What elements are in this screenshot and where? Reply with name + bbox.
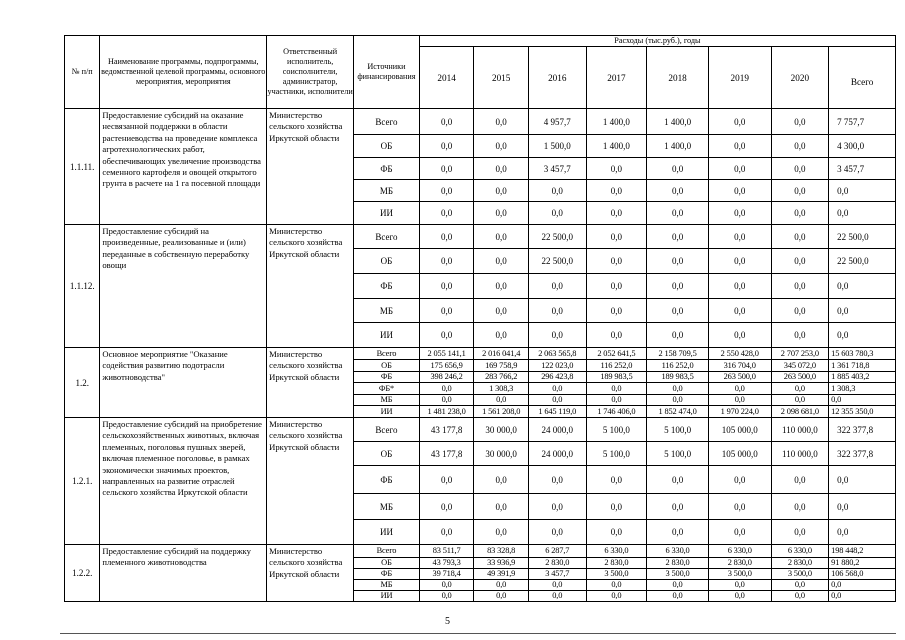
year-value-cell: 0,0: [586, 591, 647, 602]
year-value-cell: 283 766,2: [474, 372, 529, 383]
year-value-cell: 2 098 681,0: [771, 406, 829, 418]
year-value-cell: 0,0: [474, 249, 529, 274]
row-number: 1.2.: [65, 348, 100, 418]
measure-description: Предоставление субсидий на произведенные, реализованные и (или) переданные в собственную переработку овощи: [100, 225, 267, 348]
year-value-cell: 30 000,0: [474, 418, 529, 442]
year-value-cell: 0,0: [647, 466, 709, 494]
total-value-cell: 12 355 350,0: [829, 406, 896, 418]
year-value-cell: 2 158 709,5: [647, 348, 709, 360]
year-value-cell: 0,0: [419, 494, 474, 520]
year-value-cell: 0,0: [708, 520, 771, 545]
year-value-cell: 0,0: [586, 494, 647, 520]
year-value-cell: 0,0: [586, 383, 647, 395]
year-value-cell: 2 830,0: [771, 558, 829, 569]
year-value-cell: 0,0: [647, 202, 709, 225]
year-value-cell: 0,0: [647, 158, 709, 180]
funding-source: Всего: [354, 545, 420, 558]
row-number: 1.2.1.: [65, 418, 100, 545]
year-value-cell: 0,0: [708, 225, 771, 249]
year-value-cell: 175 656,9: [419, 360, 474, 372]
year-value-cell: 122 023,0: [528, 360, 586, 372]
year-value-cell: 0,0: [708, 180, 771, 202]
year-value-cell: 105 000,0: [708, 442, 771, 466]
year-value-cell: 0,0: [647, 225, 709, 249]
year-value-cell: 0,0: [708, 383, 771, 395]
year-value-cell: 0,0: [771, 225, 829, 249]
year-value-cell: 1 400,0: [586, 109, 647, 135]
funding-source: ФБ: [354, 569, 420, 580]
funding-source: ФБ: [354, 466, 420, 494]
year-value-cell: 6 330,0: [647, 545, 709, 558]
year-value-cell: 0,0: [474, 591, 529, 602]
total-value-cell: 22 500,0: [829, 225, 896, 249]
year-value-cell: 0,0: [586, 466, 647, 494]
year-value-cell: 2 707 253,0: [771, 348, 829, 360]
page-number: 5: [445, 616, 450, 627]
year-value-cell: 1 500,0: [528, 135, 586, 158]
year-value-cell: 0,0: [474, 109, 529, 135]
year-value-cell: 0,0: [708, 202, 771, 225]
total-value-cell: 322 377,8: [829, 418, 896, 442]
year-value-cell: 1 852 474,0: [647, 406, 709, 418]
year-value-cell: 1 308,3: [474, 383, 529, 395]
year-value-cell: 0,0: [474, 466, 529, 494]
year-value-cell: 110 000,0: [771, 418, 829, 442]
year-value-cell: 1 561 208,0: [474, 406, 529, 418]
year-value-cell: 0,0: [474, 520, 529, 545]
year-value-cell: 398 246,2: [419, 372, 474, 383]
year-value-cell: 0,0: [647, 383, 709, 395]
year-value-cell: 0,0: [771, 299, 829, 323]
year-value-cell: 0,0: [708, 395, 771, 406]
year-value-cell: 0,0: [474, 299, 529, 323]
year-value-cell: 0,0: [419, 323, 474, 348]
responsible-executor: Министерство сельского хозяйства Иркутской области: [267, 418, 354, 545]
year-value-cell: 6 330,0: [708, 545, 771, 558]
year-value-cell: 22 500,0: [528, 225, 586, 249]
year-value-cell: 0,0: [771, 109, 829, 135]
funding-source: МБ: [354, 494, 420, 520]
year-value-cell: 2 016 041,4: [474, 348, 529, 360]
year-value-cell: 0,0: [771, 580, 829, 591]
col-header-year: 2020: [771, 47, 829, 109]
col-header-sources: Источники финансирования: [354, 36, 420, 109]
total-value-cell: 0,0: [829, 323, 896, 348]
year-value-cell: 0,0: [474, 202, 529, 225]
year-value-cell: 0,0: [771, 591, 829, 602]
total-value-cell: 3 457,7: [829, 158, 896, 180]
row-number: 1.1.12.: [65, 225, 100, 348]
year-value-cell: 0,0: [647, 520, 709, 545]
year-value-cell: 0,0: [708, 274, 771, 299]
year-value-cell: 0,0: [647, 299, 709, 323]
measure-description: Основное мероприятие "Оказание содействия развитию подотрасли животноводства": [100, 348, 267, 418]
year-value-cell: 3 500,0: [586, 569, 647, 580]
total-value-cell: 0,0: [829, 591, 896, 602]
year-value-cell: 0,0: [528, 520, 586, 545]
year-value-cell: 0,0: [586, 323, 647, 348]
year-value-cell: 169 758,9: [474, 360, 529, 372]
year-value-cell: 0,0: [474, 580, 529, 591]
total-value-cell: 0,0: [829, 494, 896, 520]
table-row: [65, 225, 896, 249]
year-value-cell: 0,0: [647, 395, 709, 406]
year-value-cell: 5 100,0: [586, 442, 647, 466]
col-header-total: Всего: [829, 47, 896, 109]
col-header-name: Наименование программы, подпрограммы, ведомственной целевой программы, основного мероприятия, мероприятия: [100, 36, 267, 109]
year-value-cell: 0,0: [419, 249, 474, 274]
year-value-cell: 0,0: [419, 383, 474, 395]
total-value-cell: 0,0: [829, 580, 896, 591]
year-value-cell: 0,0: [586, 520, 647, 545]
year-value-cell: 0,0: [708, 158, 771, 180]
year-value-cell: 1 970 224,0: [708, 406, 771, 418]
year-value-cell: 3 457,7: [528, 158, 586, 180]
year-value-cell: 2 063 565,8: [528, 348, 586, 360]
year-value-cell: 3 457,7: [528, 569, 586, 580]
year-value-cell: 0,0: [771, 158, 829, 180]
year-value-cell: 2 830,0: [528, 558, 586, 569]
year-value-cell: 0,0: [647, 591, 709, 602]
total-value-cell: 106 568,0: [829, 569, 896, 580]
year-value-cell: 0,0: [708, 323, 771, 348]
year-value-cell: 2 550 428,0: [708, 348, 771, 360]
year-value-cell: 4 957,7: [528, 109, 586, 135]
col-header-responsible: Ответственный исполнитель, соисполнители, администратор, участники, исполнители: [267, 36, 354, 109]
year-value-cell: 116 252,0: [586, 360, 647, 372]
year-value-cell: 1 400,0: [586, 135, 647, 158]
year-value-cell: 1 746 406,0: [586, 406, 647, 418]
year-value-cell: 0,0: [474, 135, 529, 158]
total-value-cell: 7 757,7: [829, 109, 896, 135]
budget-table: [64, 35, 896, 602]
year-value-cell: 6 330,0: [771, 545, 829, 558]
year-value-cell: 0,0: [419, 520, 474, 545]
col-header-year: 2015: [474, 47, 529, 109]
measure-description: Предоставление субсидий на приобретение сельскохозяйственных животных, включая племенных, поголовья пушных зверей, включая племенное поголовье, в рамках экономически значимых проектов, направленных на развитие отраслей сельского хозяйства Иркутской области: [100, 418, 267, 545]
year-value-cell: 0,0: [771, 520, 829, 545]
year-value-cell: 2 055 141,1: [419, 348, 474, 360]
year-value-cell: 263 500,0: [708, 372, 771, 383]
funding-source: ИИ: [354, 520, 420, 545]
funding-source: Всего: [354, 109, 420, 135]
year-value-cell: 0,0: [647, 494, 709, 520]
year-value-cell: 33 936,9: [474, 558, 529, 569]
year-value-cell: 0,0: [528, 383, 586, 395]
total-value-cell: 198 448,2: [829, 545, 896, 558]
funding-source: Всего: [354, 418, 420, 442]
year-value-cell: 0,0: [528, 591, 586, 602]
funding-source: ОБ: [354, 442, 420, 466]
year-value-cell: 0,0: [419, 180, 474, 202]
year-value-cell: 0,0: [528, 466, 586, 494]
col-header-year: 2017: [586, 47, 647, 109]
year-value-cell: 0,0: [586, 274, 647, 299]
total-value-cell: 0,0: [829, 299, 896, 323]
budget-document: [64, 35, 896, 602]
funding-source: ОБ: [354, 360, 420, 372]
year-value-cell: 0,0: [528, 299, 586, 323]
total-value-cell: 4 300,0: [829, 135, 896, 158]
year-value-cell: 0,0: [647, 323, 709, 348]
header-row-top: [65, 36, 896, 47]
year-value-cell: 6 287,7: [528, 545, 586, 558]
year-value-cell: 0,0: [586, 249, 647, 274]
funding-source: ФБ: [354, 372, 420, 383]
year-value-cell: 189 983,5: [647, 372, 709, 383]
year-value-cell: 0,0: [586, 180, 647, 202]
year-value-cell: 0,0: [419, 299, 474, 323]
year-value-cell: 0,0: [647, 274, 709, 299]
year-value-cell: 30 000,0: [474, 442, 529, 466]
year-value-cell: 2 830,0: [708, 558, 771, 569]
year-value-cell: 0,0: [708, 135, 771, 158]
col-header-num: № п/п: [65, 36, 100, 109]
year-value-cell: 0,0: [474, 323, 529, 348]
responsible-executor: Министерство сельского хозяйства Иркутской области: [267, 109, 354, 225]
year-value-cell: 263 500,0: [771, 372, 829, 383]
total-value-cell: 0,0: [829, 202, 896, 225]
funding-source: ИИ: [354, 323, 420, 348]
year-value-cell: 0,0: [474, 274, 529, 299]
col-header-year: 2016: [528, 47, 586, 109]
col-header-year: 2018: [647, 47, 709, 109]
funding-source: МБ: [354, 299, 420, 323]
total-value-cell: 1 885 403,2: [829, 372, 896, 383]
col-header-year: 2019: [708, 47, 771, 109]
year-value-cell: 0,0: [528, 580, 586, 591]
funding-source: ОБ: [354, 135, 420, 158]
table-body: [65, 109, 896, 602]
year-value-cell: 24 000,0: [528, 442, 586, 466]
year-value-cell: 0,0: [528, 395, 586, 406]
year-value-cell: 189 983,5: [586, 372, 647, 383]
year-value-cell: 0,0: [586, 580, 647, 591]
funding-source: ФБ: [354, 274, 420, 299]
year-value-cell: 0,0: [771, 466, 829, 494]
funding-source: ОБ: [354, 249, 420, 274]
year-value-cell: 49 391,9: [474, 569, 529, 580]
year-value-cell: 0,0: [771, 180, 829, 202]
year-value-cell: 83 511,7: [419, 545, 474, 558]
year-value-cell: 24 000,0: [528, 418, 586, 442]
year-value-cell: 0,0: [528, 323, 586, 348]
funding-source: ИИ: [354, 406, 420, 418]
funding-source: ФБ: [354, 158, 420, 180]
funding-source: Всего: [354, 348, 420, 360]
funding-source: МБ: [354, 395, 420, 406]
funding-source: МБ: [354, 580, 420, 591]
year-value-cell: 0,0: [586, 202, 647, 225]
total-value-cell: 0,0: [829, 274, 896, 299]
year-value-cell: 2 830,0: [586, 558, 647, 569]
year-value-cell: 39 718,4: [419, 569, 474, 580]
year-value-cell: 1 645 119,0: [528, 406, 586, 418]
year-value-cell: 0,0: [586, 395, 647, 406]
year-value-cell: 0,0: [708, 591, 771, 602]
year-value-cell: 0,0: [771, 395, 829, 406]
year-value-cell: 110 000,0: [771, 442, 829, 466]
funding-source: ОБ: [354, 558, 420, 569]
year-value-cell: 0,0: [708, 299, 771, 323]
responsible-executor: Министерство сельского хозяйства Иркутской области: [267, 545, 354, 602]
total-value-cell: 0,0: [829, 395, 896, 406]
year-value-cell: 0,0: [474, 395, 529, 406]
year-value-cell: 0,0: [528, 202, 586, 225]
year-value-cell: 0,0: [419, 395, 474, 406]
year-value-cell: 5 100,0: [586, 418, 647, 442]
funding-source: ИИ: [354, 591, 420, 602]
total-value-cell: 0,0: [829, 180, 896, 202]
col-header-expenses: Расходы (тыс.руб.), годы: [419, 36, 895, 47]
col-header-year: 2014: [419, 47, 474, 109]
total-value-cell: 22 500,0: [829, 249, 896, 274]
year-value-cell: 0,0: [586, 225, 647, 249]
measure-description: Предоставление субсидий на оказание несвязанной поддержки в области растениеводства на проведение комплекса агротехнологических работ, обеспечивающих увеличение производства семенного картофеля и овощей открытого грунта в расчете на 1 га посевной площади: [100, 109, 267, 225]
bottom-rule: [60, 633, 896, 634]
funding-source: ИИ: [354, 202, 420, 225]
year-value-cell: 83 328,8: [474, 545, 529, 558]
year-value-cell: 3 500,0: [771, 569, 829, 580]
table-row: [65, 348, 896, 360]
total-value-cell: 0,0: [829, 520, 896, 545]
total-value-cell: 91 880,2: [829, 558, 896, 569]
year-value-cell: 0,0: [419, 225, 474, 249]
year-value-cell: 22 500,0: [528, 249, 586, 274]
year-value-cell: 0,0: [474, 225, 529, 249]
year-value-cell: 0,0: [586, 158, 647, 180]
funding-source: МБ: [354, 180, 420, 202]
year-value-cell: 0,0: [474, 494, 529, 520]
year-value-cell: 0,0: [419, 274, 474, 299]
year-value-cell: 6 330,0: [586, 545, 647, 558]
year-value-cell: 0,0: [771, 494, 829, 520]
measure-description: Предоставление субсидий на поддержку племенного животноводства: [100, 545, 267, 602]
total-value-cell: 15 603 780,3: [829, 348, 896, 360]
year-value-cell: 0,0: [771, 323, 829, 348]
year-value-cell: 116 252,0: [647, 360, 709, 372]
year-value-cell: 0,0: [771, 135, 829, 158]
year-value-cell: 3 500,0: [647, 569, 709, 580]
year-value-cell: 1 400,0: [647, 109, 709, 135]
funding-source: Всего: [354, 225, 420, 249]
year-value-cell: 43 793,3: [419, 558, 474, 569]
year-value-cell: 0,0: [419, 158, 474, 180]
year-value-cell: 43 177,8: [419, 418, 474, 442]
year-value-cell: 345 072,0: [771, 360, 829, 372]
year-value-cell: 5 100,0: [647, 442, 709, 466]
year-value-cell: 0,0: [708, 109, 771, 135]
row-number: 1.2.2.: [65, 545, 100, 602]
year-value-cell: 0,0: [528, 274, 586, 299]
total-value-cell: 0,0: [829, 466, 896, 494]
total-value-cell: 1 308,3: [829, 383, 896, 395]
year-value-cell: 0,0: [771, 274, 829, 299]
year-value-cell: 105 000,0: [708, 418, 771, 442]
year-value-cell: 0,0: [419, 591, 474, 602]
total-value-cell: 1 361 718,8: [829, 360, 896, 372]
year-value-cell: 0,0: [474, 158, 529, 180]
year-value-cell: 0,0: [771, 383, 829, 395]
responsible-executor: Министерство сельского хозяйства Иркутской области: [267, 225, 354, 348]
year-value-cell: 2 830,0: [647, 558, 709, 569]
year-value-cell: 0,0: [419, 135, 474, 158]
year-value-cell: 0,0: [647, 580, 709, 591]
year-value-cell: 0,0: [771, 202, 829, 225]
year-value-cell: 0,0: [474, 180, 529, 202]
year-value-cell: 5 100,0: [647, 418, 709, 442]
year-value-cell: 0,0: [419, 466, 474, 494]
year-value-cell: 0,0: [771, 249, 829, 274]
table-row: [65, 418, 896, 442]
year-value-cell: 0,0: [586, 299, 647, 323]
year-value-cell: 0,0: [647, 249, 709, 274]
year-value-cell: 296 423,8: [528, 372, 586, 383]
year-value-cell: 3 500,0: [708, 569, 771, 580]
year-value-cell: 43 177,8: [419, 442, 474, 466]
year-value-cell: 0,0: [708, 466, 771, 494]
year-value-cell: 0,0: [419, 580, 474, 591]
funding-source: ФБ*: [354, 383, 420, 395]
year-value-cell: 0,0: [708, 494, 771, 520]
row-number: 1.1.11.: [65, 109, 100, 225]
year-value-cell: 0,0: [647, 180, 709, 202]
table-row: [65, 545, 896, 558]
table-row: [65, 109, 896, 135]
year-value-cell: 1 400,0: [647, 135, 709, 158]
year-value-cell: 0,0: [708, 249, 771, 274]
year-value-cell: 1 481 238,0: [419, 406, 474, 418]
responsible-executor: Министерство сельского хозяйства Иркутской области: [267, 348, 354, 418]
year-value-cell: 2 052 641,5: [586, 348, 647, 360]
year-value-cell: 0,0: [708, 580, 771, 591]
total-value-cell: 322 377,8: [829, 442, 896, 466]
year-value-cell: 0,0: [528, 494, 586, 520]
year-value-cell: 0,0: [528, 180, 586, 202]
year-value-cell: 0,0: [419, 109, 474, 135]
year-value-cell: 0,0: [419, 202, 474, 225]
year-value-cell: 316 704,0: [708, 360, 771, 372]
